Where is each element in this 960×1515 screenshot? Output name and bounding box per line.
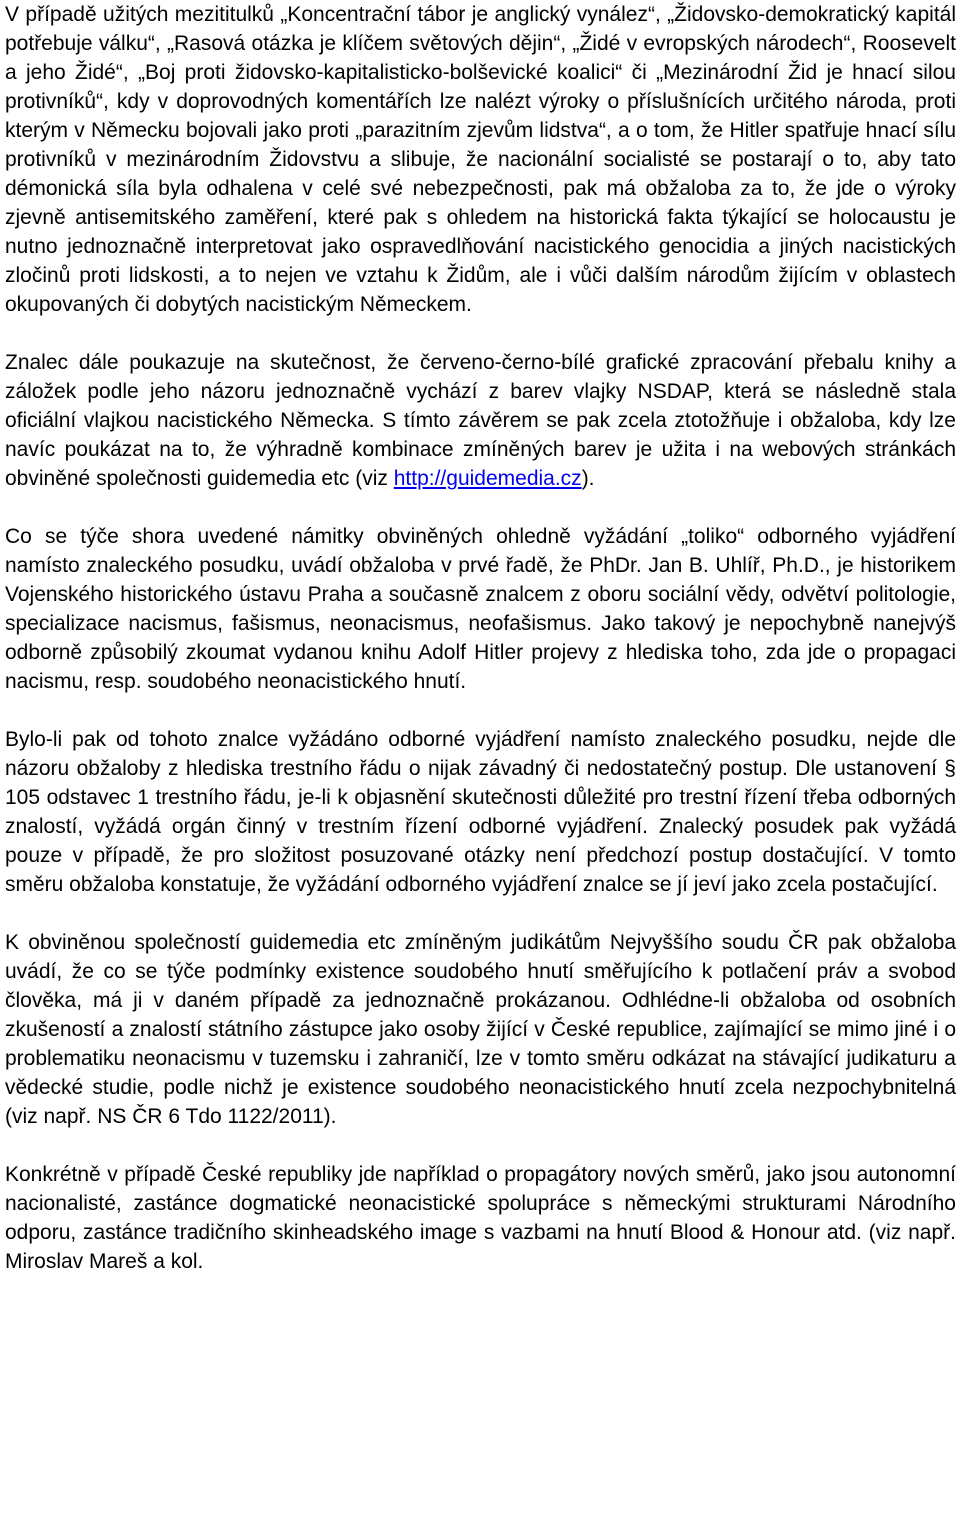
paragraph-1: V případě užitých mezititulků „Koncentrační tábor je anglický vynález“, „Židovsko-demokratický kapitál potřebuje válku“, „Rasová otázka je klíčem světových dějin“, „Židé v evropských národech“, Roosevelt a jeho Židé“, „Boj proti židovsko-kapitalisticko-bolševické koalici“ či „Mezinárodní Žid je hnací silou protivníků“, kdy v doprovodných komentářích lze nalézt výroky o příslušnících určitého národa, proti kterým v Německu bojovali jako proti „parazitním zjevům lidstva“, a o tom, že Hitler spatřuje hnací sílu protivníků v mezinárodním Židovstvu a slibuje, že nacionální socialisté se postarají o to, aby tato démonická síla byla odhalena v celé své nebezpečnosti, pak má obžaloba za to, že jde o výroky zjevně antisemitského zaměření, které pak s ohledem na historická fakta týkající se holocaustu je nutno jednoznačně interpretovat jako ospravedlňování nacistického genocidia a jiných nacistických zločinů proti lidskosti, a to nejen ve vztahu k Židům, ale i vůči dalším národům žijícím v oblastech okupovaných či dobytých nacistickým Německem. <box>5 3 956 316</box>
paragraph-4: Bylo-li pak od tohoto znalce vyžádáno odborné vyjádření namísto znaleckého posudku, nejde dle názoru obžaloby z hlediska trestního řádu o nijak závadný či nedostatečný postup. Dle ustanovení § 105 odstavec 1 trestního řádu, je-li k objasnění skutečnosti důležité pro trestní řízení třeba odborných znalostí, vyžádá orgán činný v trestním řízení odborné vyjádření. Znalecký posudek pak vyžádá pouze v případě, že pro složitost posuzované otázky není předchozí postup dostačující. V tomto směru obžaloba konstatuje, že vyžádání odborného vyjádření znalce se jí jeví jako zcela postačující. <box>5 728 956 896</box>
paragraph-6: Konkrétně v případě České republiky jde například o propagátory nových směrů, jako jsou autonomní nacionalisté, zastánce dogmatické neonacistické spolupráce s německými strukturami Národního odporu, zastánce tradičního skinheadského image s vazbami na hnutí Blood & Honour atd. (viz např. Miroslav Mareš a kol. <box>5 1163 956 1273</box>
guidemedia-link[interactable]: http://guidemedia.cz <box>393 467 582 490</box>
paragraph-3: Co se týče shora uvedené námitky obviněných ohledně vyžádání „toliko“ odborného vyjádření namísto znaleckého posudku, uvádí obžaloba v prvé řadě, že PhDr. Jan B. Uhlíř, Ph.D., je historikem Vojenského historického ústavu Praha a současně znalcem z oboru sociální vědy, odvětví politologie, specializace nacismus, fašismus, neonacismus, neofašismus. Jako takový je nepochybně nanejvýš odborně způsobilý zkoumat vydanou knihu Adolf Hitler projevy z hlediska toho, zda jde o propagaci nacismu, resp. soudobého neonacistického hnutí. <box>5 525 956 693</box>
paragraph-2 <box>5 348 956 493</box>
paragraph-2-tail: ). <box>581 467 595 490</box>
paragraph-5: K obviněnou společností guidemedia etc zmíněným judikátům Nejvyššího soudu ČR pak obžaloba uvádí, že co se týče podmínky existence soudobého hnutí směřujícího k potlačení práv a svobod člověka, má ji v daném případě za jednoznačně prokázanou. Odhlédne-li obžaloba od osobních zkušeností a znalostí státního zástupce jako osoby žijící v České republice, zajímající se mimo jiné i o problematiku neonacismu v tuzemsku i zahraničí, lze v tomto směru odkázat na stávající judikaturu a vědecké studie, podle nichž je existence soudobého neonacistického hnutí zcela nezpochybnitelná (viz např. NS ČR 6 Tdo 1122/2011). <box>5 931 956 1128</box>
paragraph-2-text: Znalec dále poukazuje na skutečnost, že červeno-černo-bílé grafické zpracování přebalu knihy a záložek podle jeho názoru jednoznačně vychází z barev vlajky NSDAP, která se následně stala oficiální vlajkou nacistického Německa. S tímto závěrem se pak zcela ztotožňuje i obžaloba, kdy lze navíc poukázat na to, že výhradně kombinace zmíněných barev je užita i na webových stránkách obviněné společnosti guidemedia etc (viz <box>5 351 956 490</box>
